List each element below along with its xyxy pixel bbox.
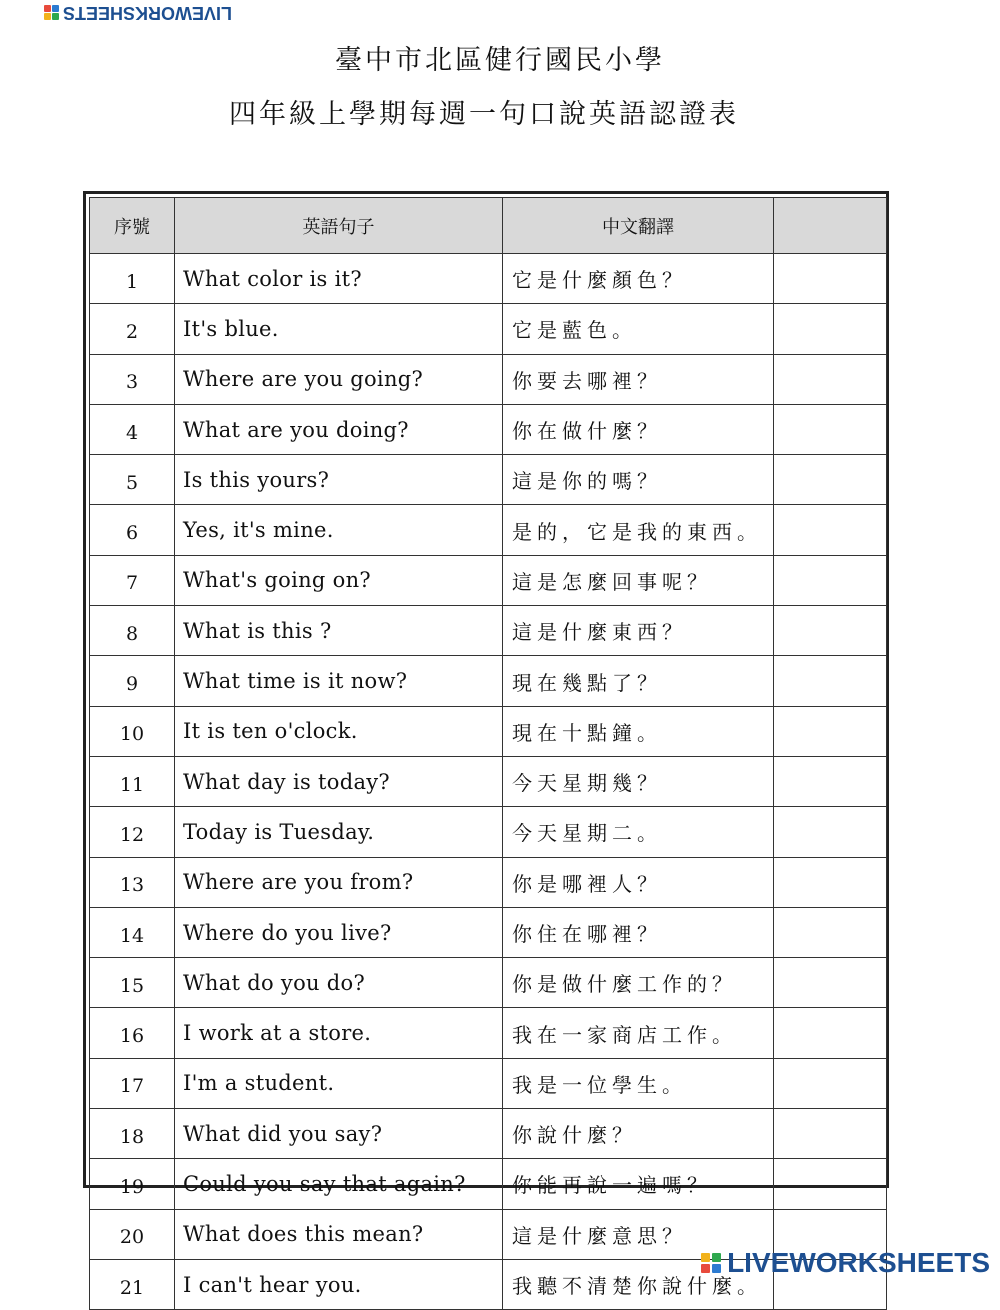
english-sentence: What day is today? [175, 756, 503, 806]
table-row [90, 656, 887, 706]
school-title: 臺中市北區健行國民小學 [335, 45, 665, 76]
check-cell[interactable] [774, 455, 887, 505]
table-row [90, 254, 887, 304]
logo-block [712, 1264, 721, 1273]
header-chinese: 中文翻譯 [503, 198, 774, 254]
table-row [90, 1058, 887, 1108]
table-row [90, 907, 887, 957]
english-sentence: What time is it now? [175, 656, 503, 706]
row-number: 14 [90, 907, 175, 957]
logo-blocks-icon [44, 6, 59, 21]
brand-name-mirrored: LIVEWORKSHEETS [63, 3, 233, 24]
row-number: 19 [90, 1159, 175, 1209]
brand-logo [701, 1247, 990, 1279]
row-number: 2 [90, 304, 175, 354]
table-row [90, 756, 887, 806]
chinese-translation: 你住在哪裡？ [503, 907, 774, 957]
english-sentence: What is this ? [175, 606, 503, 656]
table-row [90, 304, 887, 354]
check-cell[interactable] [774, 505, 887, 555]
table-row [90, 706, 887, 756]
brand-name: LIVEWORKSHEETS [727, 1247, 990, 1278]
check-cell[interactable] [774, 354, 887, 404]
chinese-translation: 這是你的嗎？ [503, 455, 774, 505]
check-cell[interactable] [774, 404, 887, 454]
check-cell[interactable] [774, 907, 887, 957]
chinese-translation: 我在一家商店工作。 [503, 1008, 774, 1058]
logo-block [712, 1253, 721, 1262]
chinese-translation: 我是一位學生。 [503, 1058, 774, 1108]
table-row [90, 505, 887, 555]
english-sentence: What does this mean? [175, 1209, 503, 1259]
row-number: 8 [90, 606, 175, 656]
english-sentence: What did you say? [175, 1109, 503, 1159]
header-check [774, 198, 887, 254]
chinese-translation: 你是哪裡人？ [503, 857, 774, 907]
logo-block [44, 6, 51, 13]
check-cell[interactable] [774, 304, 887, 354]
table-row [90, 404, 887, 454]
english-sentence: Is this yours? [175, 455, 503, 505]
english-sentence: I can't hear you. [175, 1259, 503, 1309]
english-sentence: Today is Tuesday. [175, 807, 503, 857]
chinese-translation: 它是藍色。 [503, 304, 774, 354]
check-cell[interactable] [774, 958, 887, 1008]
chinese-translation: 這是什麼東西？ [503, 606, 774, 656]
check-cell[interactable] [774, 756, 887, 806]
english-sentence: It's blue. [175, 304, 503, 354]
row-number: 20 [90, 1209, 175, 1259]
row-number: 16 [90, 1008, 175, 1058]
chinese-translation: 這是什麼意思？ [503, 1209, 774, 1259]
header-english: 英語句子 [175, 198, 503, 254]
check-cell[interactable] [774, 1008, 887, 1058]
chinese-translation: 是的，它是我的東西。 [503, 505, 774, 555]
english-sentence: Yes, it's mine. [175, 505, 503, 555]
english-sentence: What's going on? [175, 555, 503, 605]
chinese-translation: 今天星期幾？ [503, 756, 774, 806]
english-sentence: What do you do? [175, 958, 503, 1008]
table-row [90, 606, 887, 656]
english-sentence: Where are you from? [175, 857, 503, 907]
form-subtitle: 四年級上學期每週一句口說英語認證表 [229, 99, 739, 130]
check-cell[interactable] [774, 706, 887, 756]
row-number: 5 [90, 455, 175, 505]
chinese-translation: 今天星期二。 [503, 807, 774, 857]
row-number: 13 [90, 857, 175, 907]
chinese-translation: 你能再說一遍嗎？ [503, 1159, 774, 1209]
row-number: 10 [90, 706, 175, 756]
row-number: 9 [90, 656, 175, 706]
table-row [90, 1159, 887, 1209]
check-cell[interactable] [774, 606, 887, 656]
table-body [90, 254, 887, 1310]
english-sentence: I'm a student. [175, 1058, 503, 1108]
row-number: 7 [90, 555, 175, 605]
table-row [90, 1008, 887, 1058]
chinese-translation: 現在十點鐘。 [503, 706, 774, 756]
table-row [90, 354, 887, 404]
english-sentence: What color is it? [175, 254, 503, 304]
english-sentence: I work at a store. [175, 1008, 503, 1058]
row-number: 4 [90, 404, 175, 454]
header-number: 序號 [90, 198, 175, 254]
english-sentence: Could you say that again? [175, 1159, 503, 1209]
row-number: 3 [90, 354, 175, 404]
brand-logo-mirrored [44, 0, 232, 26]
row-number: 18 [90, 1109, 175, 1159]
english-sentence: Where are you going? [175, 354, 503, 404]
check-cell[interactable] [774, 555, 887, 605]
chinese-translation: 現在幾點了？ [503, 656, 774, 706]
row-number: 21 [90, 1259, 175, 1309]
table-header-row [90, 198, 887, 254]
logo-block [701, 1264, 710, 1273]
chinese-translation: 這是怎麼回事呢？ [503, 555, 774, 605]
row-number: 1 [90, 254, 175, 304]
english-sentence: Where do you live? [175, 907, 503, 957]
chinese-translation: 它是什麼顏色？ [503, 254, 774, 304]
english-sentence: What are you doing? [175, 404, 503, 454]
check-cell[interactable] [774, 1109, 887, 1159]
table-row [90, 857, 887, 907]
table-row [90, 807, 887, 857]
chinese-translation: 你在做什麼？ [503, 404, 774, 454]
chinese-translation: 我聽不清楚你說什麼。 [503, 1259, 774, 1309]
chinese-translation: 你要去哪裡？ [503, 354, 774, 404]
row-number: 17 [90, 1058, 175, 1108]
table-row [90, 958, 887, 1008]
logo-block [52, 14, 59, 21]
row-number: 15 [90, 958, 175, 1008]
logo-block [52, 6, 59, 13]
chinese-translation: 你說什麼？ [503, 1109, 774, 1159]
logo-blocks-icon [701, 1253, 721, 1273]
row-number: 12 [90, 807, 175, 857]
row-number: 11 [90, 756, 175, 806]
check-cell[interactable] [774, 807, 887, 857]
check-cell[interactable] [774, 1058, 887, 1108]
logo-block [44, 14, 51, 21]
check-cell[interactable] [774, 857, 887, 907]
table-row [90, 1109, 887, 1159]
english-sentence: It is ten o'clock. [175, 706, 503, 756]
certification-table [89, 197, 887, 1310]
check-cell[interactable] [774, 656, 887, 706]
check-cell[interactable] [774, 1159, 887, 1209]
check-cell[interactable] [774, 254, 887, 304]
chinese-translation: 你是做什麼工作的？ [503, 958, 774, 1008]
table-row [90, 455, 887, 505]
row-number: 6 [90, 505, 175, 555]
logo-block [701, 1253, 710, 1262]
table-row [90, 555, 887, 605]
